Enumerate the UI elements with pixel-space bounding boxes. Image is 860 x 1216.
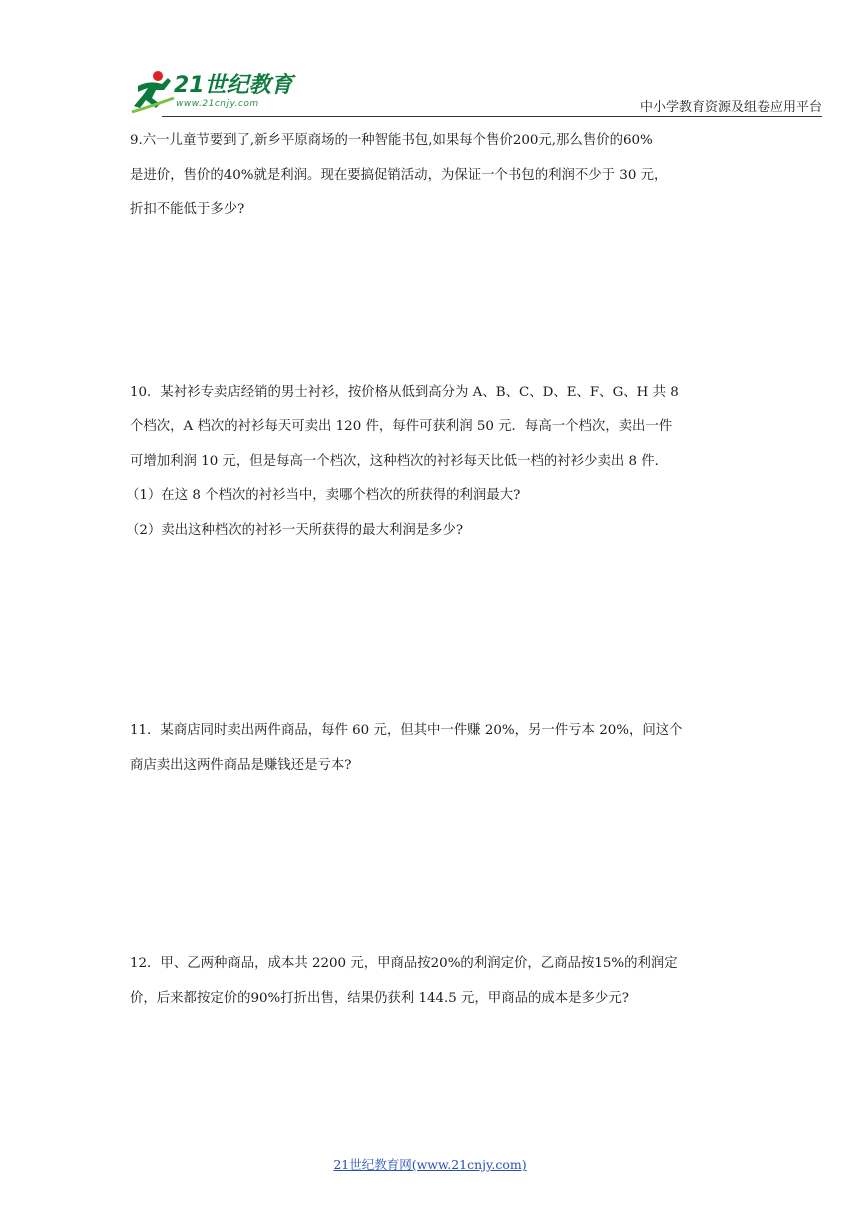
question-line: 11．某商店同时卖出两件商品，每件 60 元，但其中一件赚 20%，另一件亏本 20%，问这个 [130,723,683,738]
question-10 [126,376,732,549]
page-header [128,68,822,120]
question-line: 可增加利润 10 元，但是每高一个档次，这种档次的衬衫每天比低一档的衬衫少卖出 8 件． [130,453,669,469]
sub-question-1: （1）在这 8 个档次的衬衫当中，卖哪个档次的所获得的利润最大? [126,488,521,503]
question-line: 个档次，A 档次的衬衫每天可卖出 120 件，每件可获利润 50 元．每高一个档次，卖出一件 [130,419,673,434]
question-9 [130,124,732,228]
sub-question-2: （2）卖出这种档次的衬衫一天所获得的最大利润是多少? [126,522,464,538]
answer-space [130,548,732,714]
logo [128,68,298,116]
question-line: 10．某衬衫专卖店经销的男士衬衫，按价格从低到高分为 A、B、C、D、E、F、G、H 共 8 [130,384,679,400]
logo-text: 21世纪教育 [174,73,293,98]
page-footer [0,1155,860,1173]
running-figure-icon [128,68,176,114]
logo-url: www.21cnjy.com [176,99,259,109]
question-line: 是进价，售价的40%就是利润。现在要搞促销活动，为保证一个书包的利润不少于 30 元， [130,167,668,183]
footer-link[interactable]: 21世纪教育网(www.21cnjy.com) [333,1157,527,1172]
question-line: 9.六一儿童节要到了,新乡平原商场的一种智能书包,如果每个售价200元,那么售价的60% [130,133,653,148]
question-12 [130,947,732,1016]
header-divider [162,116,822,117]
question-line: 价，后来都按定价的90%打折出售，结果仍获利 144.5 元，甲商品的成本是多少元? [130,990,629,1006]
question-list [126,124,732,1016]
question-line: 折扣不能低于多少? [130,202,245,217]
question-line: 12．甲、乙两种商品，成本共 2200 元，甲商品按20%的利润定价，乙商品按15%的利润定 [130,956,678,971]
question-11 [130,714,732,783]
answer-space [130,228,732,376]
answer-space [130,783,732,947]
question-line: 商店卖出这两件商品是赚钱还是亏本? [130,757,352,773]
platform-name: 中小学教育资源及组卷应用平台 [639,100,822,115]
